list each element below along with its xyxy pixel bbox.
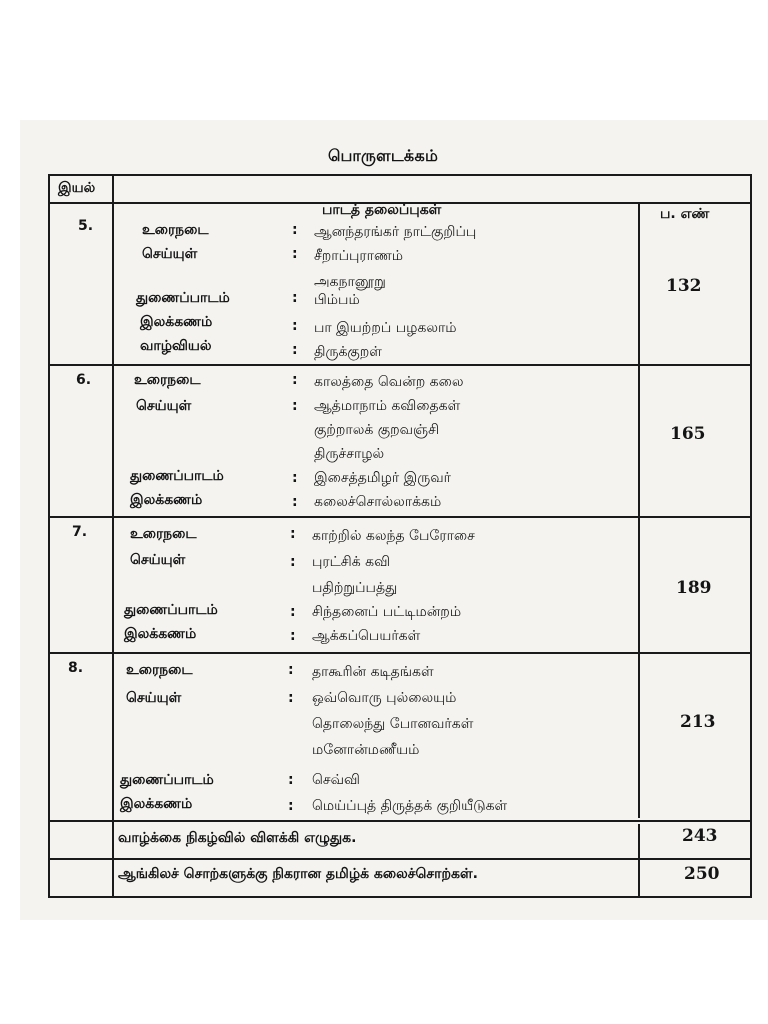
page-number: 132 (666, 276, 702, 296)
unit-divider-7-8 (50, 652, 750, 654)
category-label: செய்யுள் (130, 552, 186, 568)
page-number: 165 (670, 424, 706, 444)
col-divider-page-extras (638, 824, 640, 896)
colon: : (290, 604, 296, 620)
colon: : (292, 398, 298, 414)
extra-text: ஆங்கிலச் சொற்களுக்கு நிகரான தமிழ்க் கலைச்சொற்கள். (118, 866, 478, 882)
colon: : (292, 290, 298, 306)
category-label: துணைப்பாடம் (120, 772, 214, 788)
category-label: வாழ்வியல் (140, 338, 212, 354)
lesson-title: காற்றில் கலந்த பேரோசை (312, 528, 475, 544)
lesson-title: பா இயற்றப் பழகலாம் (314, 320, 457, 336)
category-label: துணைப்பாடம் (130, 468, 224, 484)
lesson-title: பிம்பம் (314, 292, 360, 308)
category-label: துணைப்பாடம் (124, 602, 218, 618)
colon: : (292, 494, 298, 510)
page-number: 243 (682, 826, 718, 846)
lesson-title: காலத்தை வென்ற கலை (314, 374, 464, 390)
contents-table (48, 174, 752, 898)
lesson-title: சீறாப்புராணம் (314, 248, 404, 264)
lesson-title: தொலைந்து போனவர்கள் (312, 716, 474, 732)
lesson-title: சிந்தனைப் பட்டிமன்றம் (312, 604, 462, 620)
category-label: இலக்கணம் (120, 796, 193, 812)
category-label: செய்யுள் (136, 398, 192, 414)
lesson-title: பதிற்றுப்பத்து (312, 580, 398, 596)
colon: : (288, 772, 294, 788)
lesson-title: மெய்ப்புத் திருத்தக் குறியீடுகள் (312, 798, 508, 814)
colon: : (290, 554, 296, 570)
colon: : (288, 662, 294, 678)
header-page: ப. எண் (660, 206, 710, 222)
unit-number: 5. (78, 218, 94, 234)
lesson-title: திருக்குறள் (314, 344, 382, 360)
colon: : (292, 470, 298, 486)
colon: : (292, 246, 298, 262)
header-unit: இயல் (58, 180, 96, 196)
lesson-title: திருச்சாழல் (314, 446, 385, 462)
lesson-title: அகநானூறு (314, 274, 386, 290)
category-label: உரைநடை (142, 222, 209, 238)
unit-number: 6. (76, 372, 92, 388)
colon: : (292, 372, 298, 388)
page-title: பொருளடக்கம் (328, 146, 439, 165)
extra-text: வாழ்க்கை நிகழ்வில் விளக்கி எழுதுக. (118, 830, 357, 846)
page-number: 189 (676, 578, 712, 598)
lesson-title: தாகூரின் கடிதங்கள் (312, 664, 434, 680)
category-label: துணைப்பாடம் (136, 290, 230, 306)
category-label: உரைநடை (130, 526, 197, 542)
lesson-title: குற்றாலக் குறவஞ்சி (314, 422, 440, 438)
lesson-title: கலைச்சொல்லாக்கம் (314, 494, 442, 510)
unit-divider-5-6 (50, 364, 750, 366)
category-label: உரைநடை (126, 662, 193, 678)
lesson-title: ஒவ்வொரு புல்லையும் (312, 690, 457, 706)
unit-divider-6-7 (50, 516, 750, 518)
page-number: 250 (684, 864, 720, 884)
col-divider-page (638, 204, 640, 818)
colon: : (292, 342, 298, 358)
lesson-title: செவ்வி (312, 772, 360, 788)
colon: : (288, 798, 294, 814)
colon: : (290, 628, 296, 644)
header-topics: பாடத் தலைப்புகள் (322, 202, 442, 218)
unit-number: 8. (68, 660, 84, 676)
unit-divider-8-extras (50, 820, 750, 822)
category-label: செய்யுள் (142, 246, 198, 262)
lesson-title: ஆத்மாநாம் கவிதைகள் (314, 398, 461, 414)
category-label: இலக்கணம் (130, 492, 203, 508)
unit-number: 7. (72, 524, 88, 540)
colon: : (290, 526, 296, 542)
colon: : (292, 318, 298, 334)
extras-divider (50, 858, 750, 860)
lesson-title: மனோன்மணீயம் (312, 742, 420, 758)
category-label: செய்யுள் (126, 690, 182, 706)
category-label: இலக்கணம் (124, 626, 197, 642)
lesson-title: ஆக்கப்பெயர்கள் (312, 628, 421, 644)
lesson-title: ஆனந்தரங்கர் நாட்குறிப்பு (314, 224, 477, 240)
category-label: உரைநடை (134, 372, 201, 388)
col-divider-unit (112, 176, 114, 896)
lesson-title: புரட்சிக் கவி (312, 554, 391, 570)
colon: : (292, 222, 298, 238)
colon: : (288, 690, 294, 706)
category-label: இலக்கணம் (140, 314, 213, 330)
page-number: 213 (680, 712, 716, 732)
lesson-title: இசைத்தமிழர் இருவர் (314, 470, 451, 486)
